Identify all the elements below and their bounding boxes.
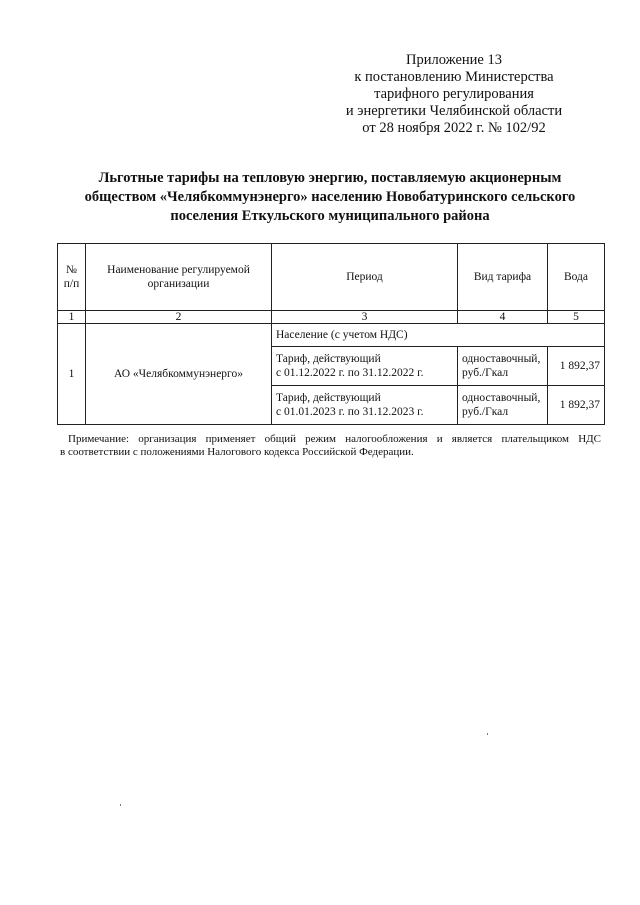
water-tariff-value: 1 892,37 [548, 347, 605, 386]
scan-speck [487, 733, 488, 735]
annex-number: Приложение 13 [406, 52, 502, 68]
row-number: 1 [58, 324, 86, 425]
title-line: Льготные тарифы на тепловую энергию, поставляемую акционерным [98, 170, 562, 186]
table-header-row [58, 244, 605, 311]
footnote-line: Примечание: организация применяет общий режим налогообложения и является плательщиком НДС [68, 433, 601, 445]
header-tariff-type: Вид тарифа [458, 244, 548, 311]
footnote [60, 433, 601, 459]
annex-reference-line: к постановлению Министерства [354, 69, 554, 85]
header-period: Период [272, 244, 458, 311]
tariff-type-cell: одноставочный, руб./Гкал [458, 386, 548, 425]
tariff-table [57, 243, 605, 425]
title-line: поселения Еткульского муниципального района [170, 208, 490, 224]
header-number: № п/п [58, 244, 86, 311]
table-row [58, 324, 605, 347]
annex-reference-line: тарифного регулирования [374, 86, 534, 102]
population-group-label: Население (с учетом НДС) [272, 324, 605, 347]
annex-date-number: от 28 ноября 2022 г. № 102/92 [362, 120, 546, 136]
document-title [60, 169, 600, 226]
title-line: обществом «Челябкоммунэнерго» населению Новобатуринского сельского [84, 189, 576, 205]
column-numbers-row [58, 311, 605, 324]
annex-reference-line: и энергетики Челябинской области [345, 103, 563, 119]
footnote-line: в соответствии с положениями Налогового кодекса Российской Федерации. [60, 446, 414, 458]
period-cell: Тариф, действующий с 01.12.2022 г. по 31.12.2022 г. [272, 347, 458, 386]
annex-header [330, 52, 578, 137]
water-tariff-value: 1 892,37 [548, 386, 605, 425]
scan-speck [120, 804, 121, 806]
column-number: 1 [58, 311, 86, 324]
column-number: 3 [272, 311, 458, 324]
header-organization: Наименование регулируемой организации [86, 244, 272, 311]
period-cell: Тариф, действующий с 01.01.2023 г. по 31.12.2023 г. [272, 386, 458, 425]
column-number: 4 [458, 311, 548, 324]
header-water: Вода [548, 244, 605, 311]
column-number: 5 [548, 311, 605, 324]
organization-name: АО «Челябкоммунэнерго» [86, 324, 272, 425]
column-number: 2 [86, 311, 272, 324]
tariff-type-cell: одноставочный, руб./Гкал [458, 347, 548, 386]
